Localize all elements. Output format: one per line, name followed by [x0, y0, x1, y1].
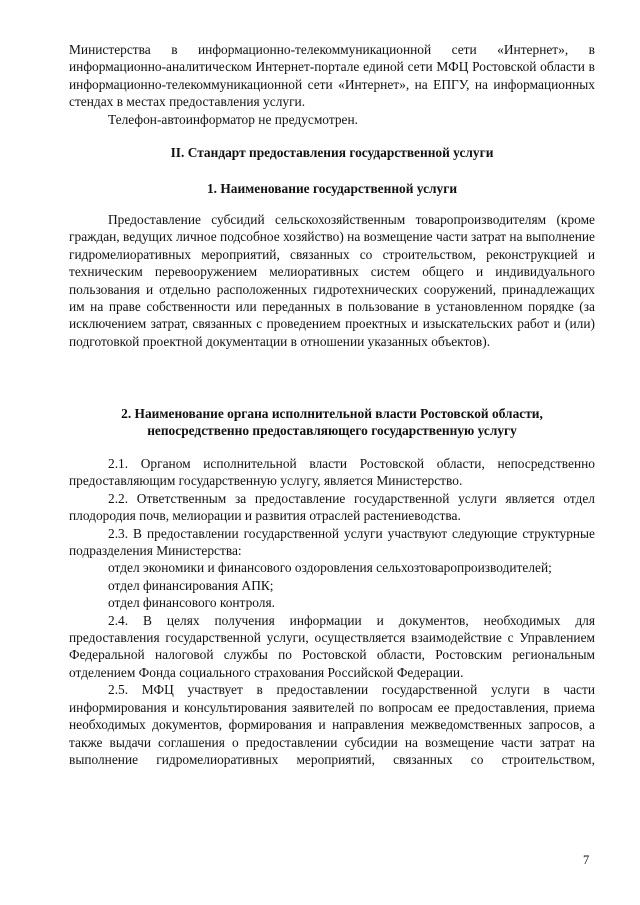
department-financing: отдел финансирования АПК;: [108, 577, 274, 593]
service-name-paragraph: Предоставление субсидий сельскохозяйственным товаропроизводителям (кроме граждан, ведущих личное подсобное хозяйство) на возмещение части затрат на выполнение гидромелиоративных мероприятий, связанных со строительством, реконструкцией и техническим перевооружением мелиоративных систем общего и индивидуального пользования и отдельно расположенных гидротехнических сооружений, принадлежащих им на праве собственности или переданных в пользование в установленном порядке (за исключением затрат, связанных с проведением проектных и изыскательских работ и (или) подготовкой проектной документации в отношении указанных объектов).: [69, 212, 595, 349]
paragraph-2-3: 2.3. В предоставлении государственной услуги участвуют следующие структурные подразделения Министерства:: [69, 525, 595, 559]
paragraph-2-5: 2.5. МФЦ участвует в предоставлении государственной услуги в части информирования и консультирования заявителей по вопросам ее предоставления, приема необходимых документов, формирования и направления межведомственных запросов, а также выдачи соглашения о предоставлении субсидии на возмещение части затрат на выполнение гидромелиоративных мероприятий, связанных со строительством,: [69, 682, 595, 767]
paragraph-2-1: 2.1. Органом исполнительной власти Ростовской области, непосредственно предоставляющим государственную услугу, является Министерство.: [69, 456, 595, 489]
subsection-1-body: [69, 211, 595, 350]
section-title: II. Стандарт предоставления государственной услуги: [170, 145, 494, 160]
subsection-2-title-block: [69, 405, 595, 440]
subsection-1-title-block: [69, 180, 595, 197]
paragraph-2-2: 2.2. Ответственным за предоставление государственной услуги является отдел плодородия почв, мелиорации и развития отраслей растениеводства.: [69, 490, 595, 524]
subsection-2-title-line1: 2. Наименование органа исполнительной власти Ростовской области,: [121, 406, 543, 421]
intro-paragraph: Министерства в информационно-телекоммуникационной сети «Интернет», в информационно-аналитическом Интернет-портале единой сети МФЦ Ростовской области в информационно-телекоммуникационной сети «Интернет», на ЕПГУ, на информационных стендах в местах предоставления услуги.: [69, 42, 595, 110]
department-economics: отдел экономики и финансового оздоровления сельхозтоваропроизводителей;: [108, 560, 552, 576]
autoinformer-note: Телефон-автоинформатор не предусмотрен.: [108, 111, 358, 127]
intro-block: [69, 41, 595, 128]
subsection-2-body: [69, 455, 595, 768]
section-title-block: [69, 144, 595, 161]
subsection-1-title: 1. Наименование государственной услуги: [206, 181, 458, 196]
page-number: 7: [583, 853, 590, 867]
department-control: отдел финансового контроля.: [108, 595, 275, 611]
subsection-2-title-line2: непосредственно предоставляющего государственную услугу: [147, 423, 517, 439]
paragraph-2-4: 2.4. В целях получения информации и документов, необходимых для предоставления государственной услуги, осуществляется взаимодействие с Управлением Федеральной налоговой службы по Ростовской области, Ростовским региональным отделением Фонда социального страхования Российской Федерации.: [69, 612, 595, 680]
